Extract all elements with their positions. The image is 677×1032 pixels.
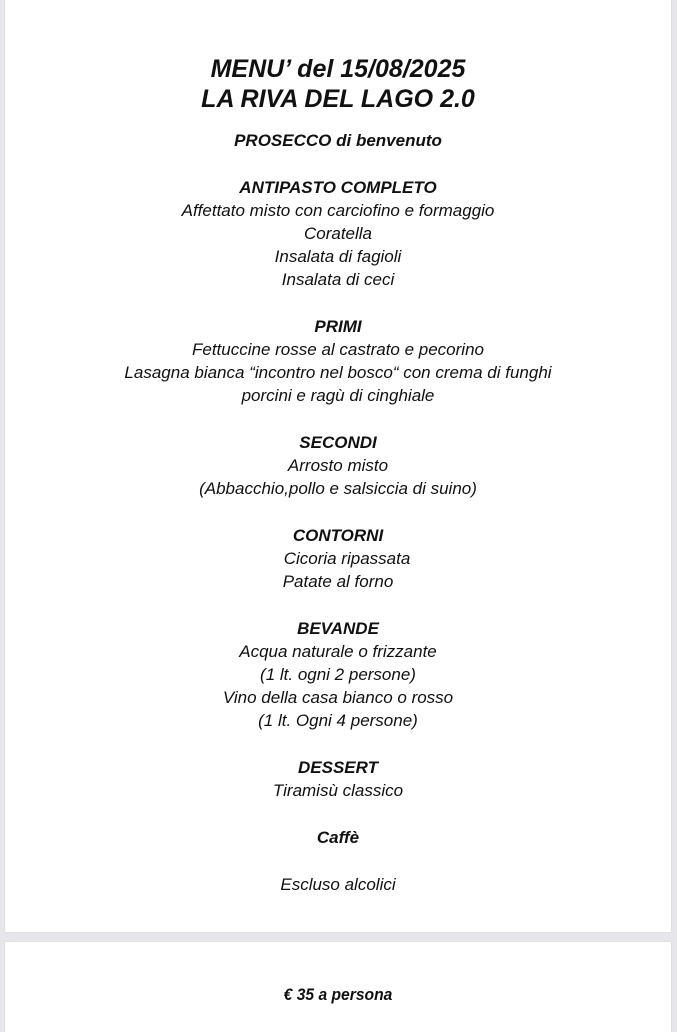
section-title: ANTIPASTO COMPLETO xyxy=(239,178,437,197)
price-per-person: € 35 a persona xyxy=(283,985,393,1004)
section-secondi xyxy=(5,431,671,500)
section-primi xyxy=(5,315,671,407)
welcome-drink: PROSECCO di benvenuto xyxy=(234,131,442,150)
menu-item: porcini e ragù di cinghiale xyxy=(241,386,435,405)
menu-item: Fettuccine rosse al castrato e pecorino xyxy=(192,340,484,359)
menu-item: Affettato misto con carciofino e formaggio xyxy=(181,201,495,220)
menu-content xyxy=(5,54,671,896)
section-contorni xyxy=(5,524,671,593)
menu-item: Patate al forno xyxy=(282,572,394,591)
section-title: DESSERT xyxy=(298,758,378,777)
section-bevande xyxy=(5,617,671,732)
section-title: Caffè xyxy=(316,828,360,847)
menu-title-restaurant: LA RIVA DEL LAGO 2.0 xyxy=(201,85,475,113)
menu-item: Acqua naturale o frizzante xyxy=(239,642,437,661)
menu-item: (Abbacchio,pollo e salsiccia di suino) xyxy=(199,479,477,498)
menu-item: Insalata di ceci xyxy=(281,270,395,289)
menu-item: Insalata di fagioli xyxy=(274,247,402,266)
alcohol-note: Escluso alcolici xyxy=(280,875,396,894)
menu-item: Arrosto misto xyxy=(287,456,389,475)
menu-item: Coratella xyxy=(303,224,373,243)
menu-item: (1 lt. ogni 2 persone) xyxy=(260,665,416,684)
section-antipasto xyxy=(5,176,671,291)
section-title: PRIMI xyxy=(314,317,362,336)
menu-item: (1 lt. Ogni 4 persone) xyxy=(258,711,418,730)
menu-item: Tiramisù classico xyxy=(272,781,404,800)
menu-title-date: MENU’ del 15/08/2025 xyxy=(210,55,466,83)
section-title: CONTORNI xyxy=(292,526,384,545)
section-title: SECONDI xyxy=(299,433,377,452)
section-title: BEVANDE xyxy=(297,619,379,638)
menu-card xyxy=(5,0,671,932)
section-dessert xyxy=(5,756,671,802)
menu-item: Vino della casa bianco o rosso xyxy=(222,688,454,707)
menu-item: Cicoria ripassata xyxy=(283,549,411,568)
price-card xyxy=(5,942,671,1032)
menu-item: Lasagna bianca “incontro nel bosco“ con crema di funghi xyxy=(124,363,552,382)
section-caffe xyxy=(5,826,671,849)
